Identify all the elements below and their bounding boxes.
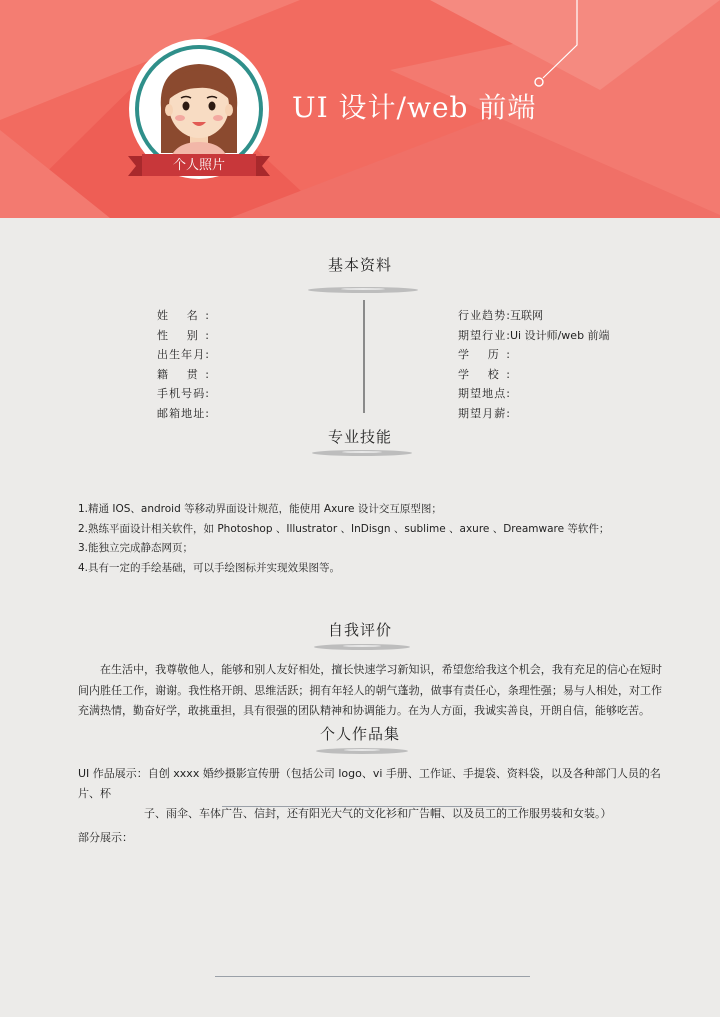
self-eval-text: 在生活中，我尊敬他人，能够和别人友好相处，擅长快速学习新知识，希望您给我这个机会，我有充足的信心在短时间内胜任工作，谢谢。我性格开朗、思维活跃；拥有年轻人的朝气蓬勃，做事有责任心，条理性强；易与人相处，对工作充满热情，勤奋好学，敢挑重担，具有很强的团队精神和协调能力。在为人方面，我诚实善良，开朗自信，能够吃苦。 [78,663,662,717]
footer-divider [215,976,530,977]
info-label: 出生年月: [157,348,209,361]
info-label: 期望行业: [458,328,510,342]
info-label: 期望月薪: [458,406,510,420]
photo-label: 个人照片 [172,158,225,173]
info-value: Ui 设计师/web 前端 [510,328,610,342]
info-row-left [157,345,209,365]
info-label: 学 校: [458,367,510,381]
info-label: 学 历: [458,348,510,361]
info-row-left [157,365,209,385]
basic-info-right [458,306,610,423]
skills-list [78,500,609,578]
works-line-2: 子、雨伞、车体广告、信封，还有阳光大气的文化衫和广告帽、以及员工的工作服男装和女装。） [144,807,612,820]
works-line-1: UI 作品展示：自创 xxxx 婚纱摄影宣传册（包括公司 logo、vi 手册、工作证、手提袋、资料袋，以及各种部门人员的名片、杯 [78,767,661,800]
job-title: UI 设计/web 前端 [292,91,537,124]
info-label: 籍 贯: [157,367,209,381]
info-row-left [157,326,209,346]
info-label: 姓 名: [157,309,209,322]
info-row-right [458,384,610,404]
basic-info-left [157,306,209,423]
works-title-bar [316,748,408,754]
info-label: 行业趋势: [458,309,510,322]
info-row-right [458,365,610,385]
info-label: 期望地点: [458,387,510,400]
info-label: 手机号码: [157,387,209,400]
skill-item: 3.能独立完成静态网页； [78,542,194,555]
hanger-decoration [525,0,585,90]
self-eval-title: 自我评价 [327,621,392,639]
info-row-left [157,306,209,326]
info-row-left [157,384,209,404]
skills-title: 专业技能 [327,428,392,446]
info-row-left [157,404,209,424]
works-divider [222,806,522,807]
info-row-right [458,326,610,346]
info-row-right [458,404,610,424]
info-label: 性 别: [157,328,209,342]
info-value: 互联网 [510,309,543,322]
skills-title-bar [312,450,412,456]
info-row-right [458,306,610,326]
basic-info-title-bar [308,287,418,293]
basic-info-divider [363,300,365,413]
header-banner [0,0,720,218]
info-row-right [458,345,610,365]
works-title: 个人作品集 [319,725,400,743]
basic-info-title: 基本资料 [327,256,392,274]
skill-item: 2.熟练平面设计相关软件，如 Photoshop 、Illustrator 、InDisgn 、sublime 、axure 、Dreamware 等软件； [78,522,610,535]
self-eval-title-bar [314,644,410,650]
skill-item: 1.精通 IOS、android 等移动界面设计规范，能使用 Axure 设计交互原型图； [78,503,442,515]
info-label: 邮箱地址: [157,406,209,420]
partial-display-label: 部分展示： [78,831,133,844]
skill-item: 4.具有一定的手绘基础，可以手绘图标并实现效果图等。 [78,561,341,574]
